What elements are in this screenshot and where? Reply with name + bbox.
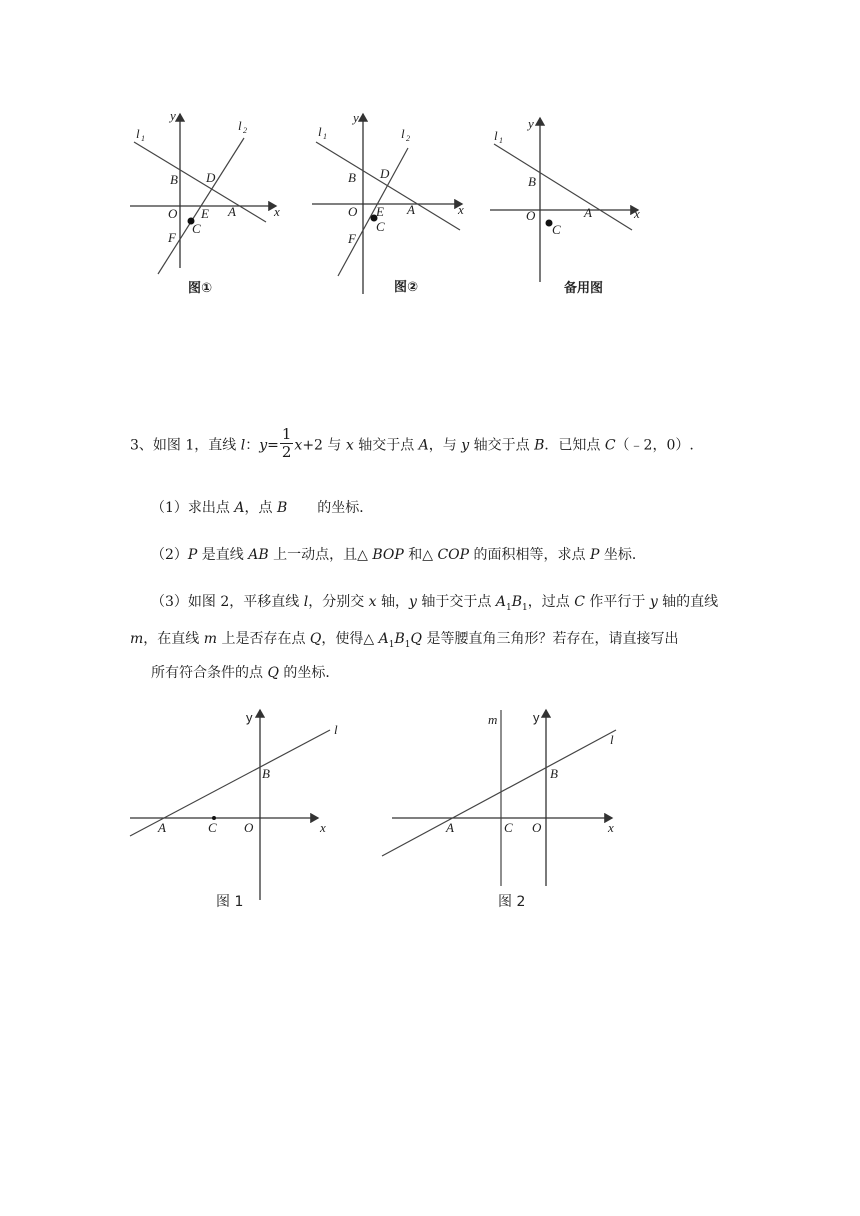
var-x-axis: x (345, 437, 354, 454)
label-l2-sub: 2 (243, 126, 247, 135)
label-l2-sub: 2 (406, 134, 410, 143)
label-x: x (458, 202, 464, 217)
text-part: 上一动点，且△ (268, 547, 373, 563)
triangle-bop-name: BOP (372, 547, 404, 563)
point-b1-name: B (394, 631, 405, 647)
figure-1-top-svg (128, 108, 283, 303)
label-x: x (274, 204, 280, 219)
text-part: 上是否存在点 (217, 631, 310, 647)
point-a-name: A (418, 437, 429, 454)
label-c: C (192, 221, 201, 236)
text-part: 所有符合条件的点 (151, 665, 268, 681)
point-a1-name: A (378, 631, 389, 647)
line-name: l (303, 594, 309, 610)
point-c-name: C (574, 594, 585, 610)
label-y: y (353, 110, 359, 125)
label-a: A (446, 820, 454, 835)
text-part: （2） (151, 547, 188, 563)
label-b: B (262, 766, 270, 781)
question-1 (151, 501, 373, 515)
label-b: B (528, 174, 536, 189)
label-y: y (528, 116, 534, 131)
text-part: 3、如图 1，直线 (130, 437, 241, 454)
label-y: y (533, 710, 540, 725)
text-part: 的坐标． (278, 665, 340, 681)
point-p-name: P (187, 547, 198, 563)
label-b: B (348, 170, 356, 185)
point-a1-name: A (495, 594, 506, 610)
label-l1: l (318, 124, 322, 139)
text-part: 轴， (376, 594, 410, 610)
fraction-numerator: 1 (281, 425, 292, 443)
var-x: x (294, 437, 303, 454)
label-a: A (584, 205, 592, 220)
figure-2-bottom-svg (380, 704, 630, 914)
label-d: D (206, 170, 216, 185)
text-part: ： (245, 437, 260, 454)
fraction-one-half (280, 426, 294, 461)
text-part: （﹣2，0）. (615, 437, 694, 454)
line-l1 (134, 142, 266, 222)
caption-fig2: 图② (394, 280, 419, 295)
text-part: （1）求出点 (151, 500, 235, 516)
label-c: C (552, 222, 561, 237)
label-l1: l (136, 126, 140, 141)
text-part: ，分别交 (308, 594, 369, 610)
var-y: y (409, 594, 417, 610)
line-m-name: m (203, 631, 218, 647)
figure-1-bottom (128, 704, 353, 914)
figure-2-top (310, 108, 470, 303)
label-l1-sub: 1 (323, 132, 327, 141)
subscript-1: 1 (388, 639, 395, 650)
subscript-1: 1 (404, 639, 411, 650)
label-o: O (168, 206, 178, 221)
text-part: 的面积相等，求点 (469, 547, 590, 563)
point-b1-name: B (511, 594, 522, 610)
text-part: ，过点 (527, 594, 575, 610)
question-3-line-2 (130, 632, 678, 652)
label-o: O (244, 820, 254, 835)
label-y: y (246, 710, 253, 725)
point-q-name: Q (309, 631, 322, 647)
text-part: 作平行于 (584, 594, 650, 610)
label-y: y (170, 108, 176, 123)
label-d: D (380, 166, 390, 181)
label-o: O (532, 820, 542, 835)
label-l2: l (401, 126, 405, 141)
figure-3-top-svg (488, 112, 648, 302)
line-m-name: m (130, 631, 144, 647)
caption-fig3: 备用图 (564, 281, 604, 296)
text-part: 的坐标． (317, 500, 374, 516)
var-y: y (259, 437, 268, 454)
point-q-name: Q (267, 665, 279, 681)
text-part: 轴交于点 (469, 437, 535, 454)
triangle-cop-name: COP (437, 547, 470, 563)
text-part: 轴的直线 (657, 594, 719, 610)
caption-fig1: 图① (188, 281, 213, 296)
label-e: E (376, 204, 384, 219)
label-x: x (634, 206, 640, 221)
label-e: E (201, 206, 209, 221)
text-part: 是直线 (197, 547, 249, 563)
label-x: x (320, 820, 326, 835)
text-part: ．已知点 (544, 437, 605, 454)
point-c-name: C (604, 437, 616, 454)
label-f: F (168, 230, 176, 245)
equals-sign: = (267, 437, 279, 454)
fraction-denominator: 2 (281, 443, 292, 461)
label-b: B (170, 172, 178, 187)
point-a-name: A (234, 500, 245, 516)
text-part: +2 与 (302, 437, 346, 454)
text-part: （3）如图 2，平移直线 (151, 594, 304, 610)
line-l (382, 730, 616, 856)
text-part: ，与 (428, 437, 462, 454)
label-a: A (228, 204, 236, 219)
figure-2-top-svg (310, 108, 470, 303)
line-l1 (316, 142, 460, 230)
label-x: x (608, 820, 614, 835)
text-part: ，在直线 (143, 631, 204, 647)
var-y-axis: y (461, 437, 470, 454)
label-f: F (348, 231, 356, 246)
text-part: 坐标． (599, 547, 646, 563)
var-y: y (649, 594, 658, 610)
label-l: l (610, 732, 614, 747)
figure-3-top (488, 112, 648, 302)
label-c: C (208, 820, 217, 835)
point-b-name: B (276, 500, 288, 516)
label-b: B (550, 766, 558, 781)
label-l: l (334, 722, 338, 737)
text-part: ，使得△ (321, 631, 379, 647)
caption-figure-1: 图 1 (216, 894, 244, 910)
label-l2: l (238, 118, 242, 133)
question-2 (151, 548, 646, 562)
point-q-name: Q (410, 631, 422, 647)
caption-figure-2: 图 2 (498, 894, 526, 910)
text-part: 轴于交于点 (416, 594, 496, 610)
point-b-name: B (534, 437, 545, 454)
text-part: 是等腰直角三角形？若存在，请直接写出 (422, 631, 679, 647)
label-o: O (348, 204, 358, 219)
line-l1 (494, 144, 632, 230)
label-l1-sub: 1 (141, 134, 145, 143)
subscript-1: 1 (522, 602, 528, 613)
text-part: 和△ (403, 547, 438, 563)
figure-2-bottom (380, 704, 630, 914)
figure-1-top (128, 108, 283, 303)
label-m: m (488, 712, 498, 727)
label-l1: l (494, 128, 498, 143)
problem-3-statement (130, 425, 694, 463)
question-3-line-1 (151, 595, 718, 615)
figure-1-bottom-svg (128, 704, 353, 914)
label-c: C (504, 820, 513, 835)
label-o: O (526, 208, 536, 223)
line-ab-name: AB (248, 547, 269, 563)
label-l1-sub: 1 (499, 136, 503, 145)
subscript-1: 1 (505, 602, 512, 613)
question-3-line-3 (151, 666, 339, 680)
label-c: C (376, 219, 385, 234)
var-x: x (368, 594, 377, 610)
point-p-name: P (589, 547, 600, 563)
text-part: 轴交于点 (353, 437, 419, 454)
line-name: l (240, 437, 246, 454)
label-a: A (407, 202, 415, 217)
text-part: ，点 (244, 500, 277, 516)
label-a: A (158, 820, 166, 835)
